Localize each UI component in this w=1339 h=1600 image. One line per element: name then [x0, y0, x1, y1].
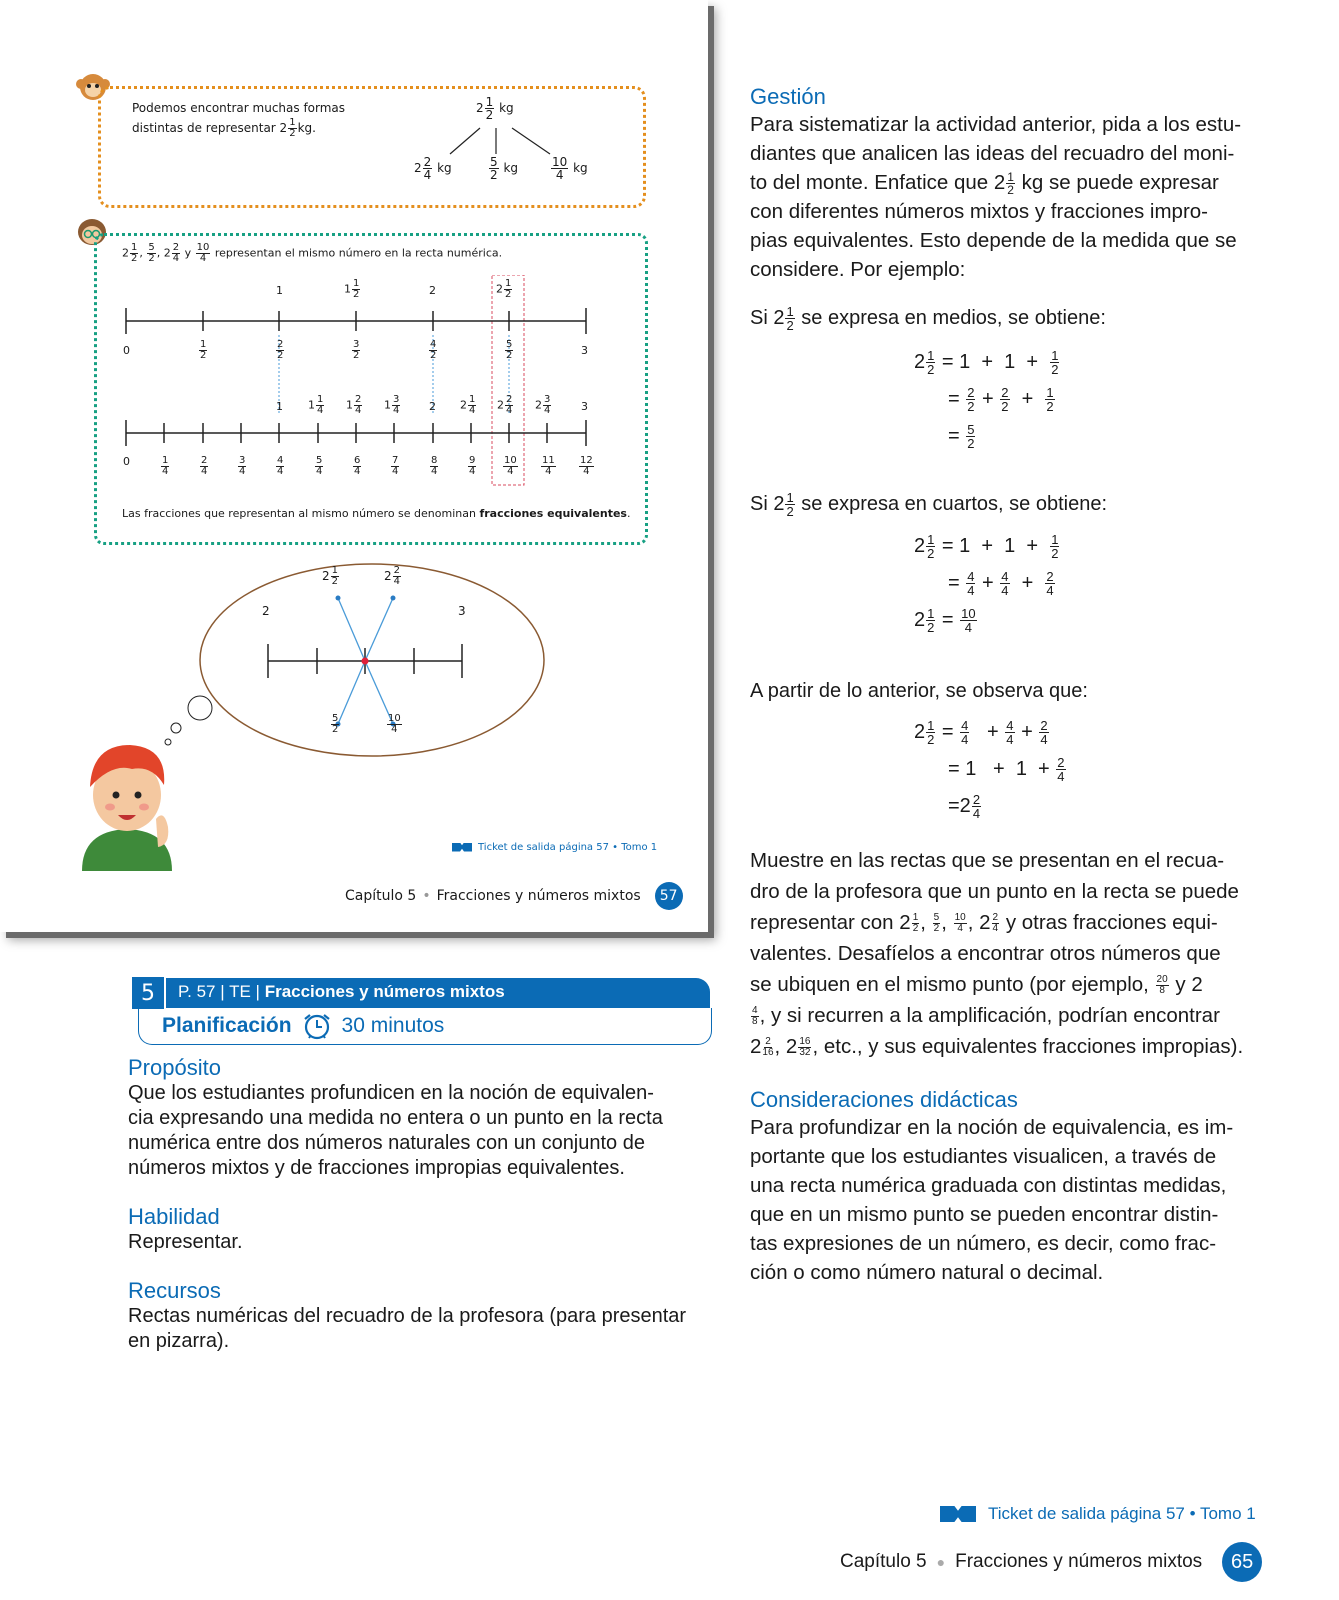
page-footer: Capítulo 5 ● Fracciones y números mixtos 65 [840, 1542, 1262, 1582]
habilidad-text: Representar. [128, 1231, 243, 1253]
tl-top-2-1-2: 2 $\frac{1}{2}$ [496, 278, 512, 300]
bl-bot-9-4: $\frac{9}{4}$ [469, 455, 476, 477]
tl-bot-3: 3 [581, 344, 588, 357]
bl-top-3: 3 [581, 400, 588, 413]
tree-leaf-1: 2 $\frac{2}{4}$ kg [414, 155, 452, 182]
student-ticket: Ticket de salida página 57 • Tomo 1 [452, 842, 657, 853]
bubble-label-2: 2 [262, 604, 270, 618]
bl-top-1-2-4: 1 $\frac{2}{4}$ [346, 394, 362, 416]
tree-branches [440, 124, 560, 158]
recursos-title: Recursos [128, 1278, 221, 1303]
student-footer: Capítulo 5 • Fracciones y números mixtos 57 [345, 882, 683, 910]
thought-bubble [160, 560, 560, 760]
bl-top-2: 2 [429, 400, 436, 413]
tree-root: 2 $\frac{1}{2}$ kg [476, 95, 514, 122]
bubble-5-2: $\frac{5}{2}$ [332, 713, 339, 735]
cuartos-equations: 2 $\frac{1}{2}$ = 1 + 1 + $\frac{1}{2}$ = $\frac{4}{4}$ + $\frac{4}{4}$ + $\frac{2}{4}$ 2 $\frac{1}{2}$ = $\frac{10}{4}$ [914, 532, 1059, 636]
box2-footer: Las fracciones que representan al mismo número se denominan fracciones equivalentes. [122, 507, 631, 520]
planning-row: Planificación 30 minutos [162, 1012, 444, 1040]
bl-top-2-2-4: 2 $\frac{2}{4}$ [497, 394, 513, 416]
consideraciones-title: Consideraciones didácticas [750, 1087, 1018, 1112]
proposito-text: Que los estudiantes profundicen en la noción de equivalen- cia expresando una medida no entera o un punto en la recta numérica entre dos números naturales con un conjunto de números mixtos y de fracciones impropias equivalentes. [128, 1082, 663, 1179]
gestion-title: Gestión [750, 84, 826, 109]
tl-bot-0: 0 [123, 344, 130, 357]
bl-top-1-1-4: 1 $\frac{1}{4}$ [308, 394, 324, 416]
bl-bot-8-4: $\frac{8}{4}$ [431, 455, 438, 477]
bl-top-2-1-4: 2 $\frac{1}{4}$ [460, 394, 476, 416]
tl-bot-2-2: $\frac{2}{2}$ [277, 339, 284, 361]
bl-bot-3-4: $\frac{3}{4}$ [239, 455, 246, 477]
bl-bot-12-4: $\frac{12}{4}$ [580, 455, 593, 477]
habilidad-title: Habilidad [128, 1204, 220, 1229]
habilidad-section [128, 1204, 713, 1255]
si-medios-line: Si 2 $\frac{1}{2}$ se expresa en medios, se obtiene: [750, 304, 1106, 333]
tl-top-2: 2 [429, 284, 436, 297]
gestion-section [750, 84, 1255, 284]
tree-leaf-2: $\frac{5}{2}$ kg [490, 155, 519, 182]
medios-equations: 2 $\frac{1}{2}$ = 1 + 1 + $\frac{1}{2}$ = $\frac{2}{2}$ + $\frac{2}{2}$ + $\frac{1}{2}$ = $\frac{5}{2}$ [914, 348, 1059, 452]
recursos-text: Rectas numéricas del recuadro de la profesora (para presentar en pizarra). [128, 1305, 687, 1352]
consideraciones-text: Para profundizar en la noción de equivalencia, es im- portante que los estudiantes visualicen, a través de una recta numérica graduada con distintas medidas, que en un mismo punto se pueden encontrar distin- tas expresiones de un número, es decir, como frac- ción o como número natural o decimal. [750, 1116, 1234, 1284]
bubble-2-2-4: 2 $\frac{2}{4}$ [384, 565, 401, 587]
student-page-thumbnail [0, 0, 708, 932]
chapter-number-badge: 5 [130, 975, 166, 1011]
bl-bot-11-4: $\frac{11}{4}$ [542, 455, 555, 477]
page-number: 65 [1222, 1542, 1262, 1582]
bl-bot-5-4: $\frac{5}{4}$ [316, 455, 323, 477]
ticket-icon [940, 1506, 976, 1522]
tl-bot-3-2: $\frac{3}{2}$ [353, 339, 360, 361]
alarm-clock-icon [302, 1012, 332, 1040]
student-page-number: 57 [655, 882, 683, 910]
bubble-2-1-2: 2 $\frac{1}{2}$ [322, 565, 339, 587]
bl-bot-1-4: $\frac{1}{4}$ [162, 455, 169, 477]
box2-heading: 2 $\frac{1}{2}$ , $\frac{5}{2}$ , 2 $\frac{2}{4}$ y $\frac{10}{4}$ representan el mismo número en la recta numérica. [122, 242, 503, 264]
box1-text: Podemos encontrar muchas formas distintas de representar 2 $\frac{1}{2}$ kg. [132, 101, 346, 139]
proposito-title: Propósito [128, 1055, 221, 1080]
observation-equations: 2 $\frac{1}{2}$ = $\frac{4}{4}$ + $\frac{4}{4}$ + $\frac{2}{4}$ = 1 + 1 + $\frac{2}{4}$ =2 $\frac{2}{4}$ [914, 718, 1065, 822]
gestion-text: Para sistematizar la actividad anterior, pida a los estu- diantes que analicen las ideas del recuadro del moni- to del monte. Enfatice que 2 $\frac{1}{2}$ kg se puede expresar con diferentes números mixtos y fracciones impro- pias equivalentes. Esto depende de la medida que se considere. Por ejemplo: [750, 113, 1242, 281]
bl-bot-7-4: $\frac{7}{4}$ [392, 455, 399, 477]
muestre-text: Muestre en las rectas que se presentan en el recua- dro de la profesora que un punto en la recta se puede representar con 2 $\frac{1}{2}$ , $\frac{5}{2}$ , $\frac{10}{4}$ , 2 $\frac{2}{4}$ y otras fracciones equi- valentes. Desafíelos a encontrar otros números que se ubiquen en el mismo punto (por ejemplo, $\frac{20}{8}$ y 2 $\frac{4}{8}$ , y si recurren a la amplificación, podrían encontrar 2 $\frac{2}{16}$ , 2 $\frac{16}{32}$ , etc., y sus equivalentes fracciones impropias). [750, 849, 1244, 1059]
bullet-dot: ● [936, 1554, 946, 1570]
si-cuartos-line: Si 2 $\frac{1}{2}$ se expresa en cuartos, se obtiene: [750, 490, 1108, 519]
bl-bot-10-4: $\frac{10}{4}$ [504, 455, 517, 477]
bl-bot-0: 0 [123, 455, 130, 468]
banner-text: P. 57 | TE | Fracciones y números mixtos [178, 982, 505, 1001]
bl-bot-2-4: $\frac{2}{4}$ [201, 455, 208, 477]
bubble-10-4: $\frac{10}{4}$ [388, 713, 401, 735]
bl-top-1: 1 [276, 400, 283, 413]
boy-illustration [72, 735, 182, 871]
a-partir-line: A partir de lo anterior, se observa que: [750, 680, 1088, 702]
bl-bot-6-4: $\frac{6}{4}$ [354, 455, 361, 477]
bl-top-2-3-4: 2 $\frac{3}{4}$ [535, 394, 551, 416]
consideraciones-section [750, 1087, 1255, 1287]
recursos-section [128, 1278, 713, 1354]
tl-top-1: 1 [276, 284, 283, 297]
tl-bot-5-2: $\frac{5}{2}$ [506, 339, 513, 361]
bl-bot-4-4: $\frac{4}{4}$ [277, 455, 284, 477]
tree-leaf-3: $\frac{10}{4}$ kg [552, 155, 588, 182]
tl-bot-4-2: $\frac{4}{2}$ [430, 339, 437, 361]
ticket-icon [452, 843, 472, 852]
tl-top-1-1-2: 1 $\frac{1}{2}$ [344, 278, 360, 300]
proposito-section [128, 1055, 713, 1181]
bubble-label-3: 3 [458, 604, 466, 618]
bl-top-1-3-4: 1 $\frac{3}{4}$ [384, 394, 400, 416]
tl-bot-1-2: $\frac{1}{2}$ [200, 339, 207, 361]
ticket-footer: Ticket de salida página 57 • Tomo 1 [940, 1504, 1256, 1524]
